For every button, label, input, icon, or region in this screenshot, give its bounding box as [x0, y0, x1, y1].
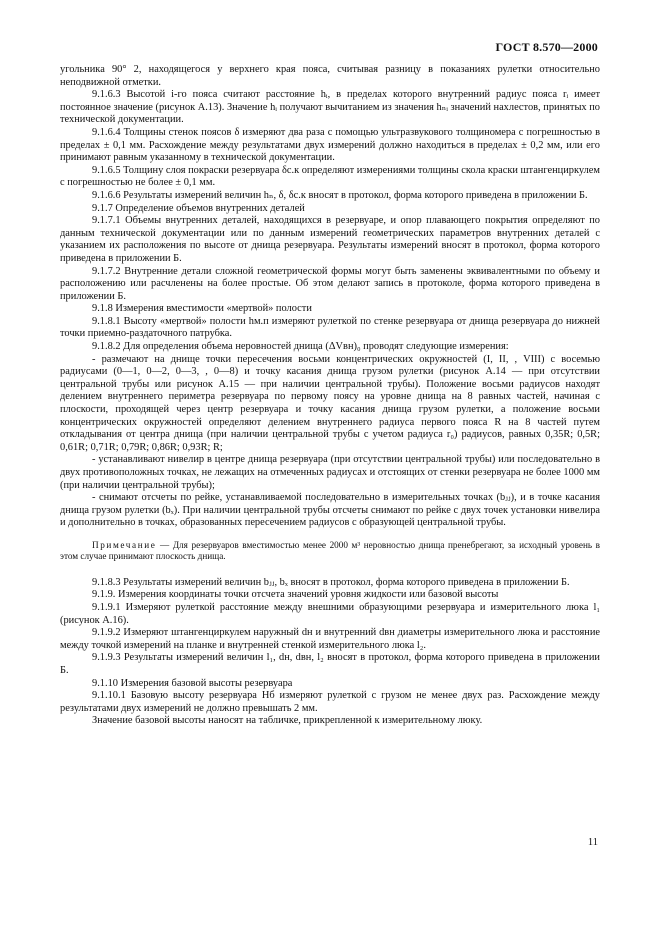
note-text: — Для резервуаров вместимостью менее 2000 м³ неровностью днища пренебрегают, за исходный уровень в этом случае принимают плоскость днища.: [60, 539, 601, 562]
paragraph: 9.1.6.3 Высотой i-го пояса считают расстояние hᵢ, в пределах которого внутренний радиус пояса rᵢ имеет постоянное значение (рисунок А.13). Значение hᵢ получают вычитанием из значения hₙᵢ значений нахлестов, принятых по технической документации.: [60, 89, 600, 126]
paragraph: 9.1.9.2 Измеряют штангенциркулем наружный dн и внутренний dвн диаметры измерительного люка и расстояние между точкой измерений на планке и внутренней стенкой измерительного люка l₂.: [60, 627, 600, 651]
section-heading: 9.1.10 Измерения базовой высоты резервуара: [92, 677, 293, 689]
paragraph: 9.1.7.1 Объемы внутренних деталей, находящихся в резервуаре, и опор плавающего покрытия определяют по данным технической документации или по данным измерений геометрических параметров внутренних деталей с указанием их расположения по высоте от днища резервуара. Результаты измерений вносят в протокол, форма которого приведена в приложении Б.: [60, 215, 600, 264]
paragraph: 9.1.8.1 Высоту «мертвой» полости hм.п измеряют рулеткой по стенке резервуара от днища резервуара до нижней точки приемно-раздаточного патрубка.: [60, 315, 600, 340]
paragraph: 9.1.9.1 Измеряют рулеткой расстояние между внешними образующими резервуара и измерительного люка l₁ (рисунок А.16).: [60, 601, 600, 626]
note: [60, 540, 600, 563]
paragraph: 9.1.9.3 Результаты измерений величин l₁, dн, dвн, l₂ вносят в протокол, форма которого приведена в приложении Б.: [60, 652, 600, 676]
paragraph: 9.1.8.3 Результаты измерений величин bⱼⱼ, bₓ вносят в протокол, форма которого приведена в приложении Б.: [92, 576, 570, 588]
paragraph: 9.1.6.4 Толщины стенок поясов δ измеряют два раза с помощью ультразвукового толщиномера с погрешностью в пределах ± 0,1 мм. Расхождение между результатами двух измерений должно находиться в пределах ± 0,2 мм, или его принимают равным указанному в технической документации.: [60, 126, 600, 164]
section-heading: 9.1.8 Измерения вместимости «мертвой» полости: [92, 303, 312, 315]
paragraph: 9.1.8.2 Для определения объема неровностей днища (ΔVвн)₀ проводят следующие измерения:: [92, 341, 509, 353]
list-item: - размечают на днище точки пересечения восьми концентрических окружностей (I, II, , VIII) с восемью радиусами (0—1, 0—2, 0—3, , 0—8) и точку касания днища грузом рулетки (рисунок А.14 — при отсутствии центральной трубы или рисунок А.15 — при наличии центральной трубы). Положение восьми радиусов находят делением внутреннего периметра резервуара по первому поясу на уровне днища на 8 равных частей, начиная с плоскости, проходящей через центр резервуара и точку касания днища грузом рулетки, а положение восьми концентрических окружностей определяют делением внутреннего радиуса первого пояса R на 8 частей путем откладывания от центра днища (при наличии центральной трубы с учетом радиуса r₀) радиусов, равных 0,35R; 0,5R; 0,61R; 0,71R; 0,79R; 0,86R; 0,93R; R;: [60, 353, 600, 453]
paragraph: 9.1.7.2 Внутренние детали сложной геометрической формы могут быть заменены эквивалентными по объему и расположению или расчленены на более простые. Об этом делают запись в протоколе, форма которого приведена в приложении Б.: [60, 265, 600, 302]
paragraph: угольника 90° 2, находящегося у верхнего края пояса, считывая разницу в показаниях рулетки относительно неподвижной отметки.: [60, 64, 600, 88]
section-heading: 9.1.7 Определение объемов внутренних деталей: [92, 202, 305, 214]
standard-header: ГОСТ 8.570—2000: [495, 40, 598, 54]
paragraph: Значение базовой высоты наносят на табличке, прикрепленной к измерительному люку.: [92, 715, 483, 727]
paragraph: 9.1.10.1 Базовую высоту резервуара Hб измеряют рулеткой с грузом не менее двух раз. Расхождение между результатами двух измерений не должно превышать 2 мм.: [60, 690, 600, 714]
list-item: - устанавливают нивелир в центре днища резервуара (при отсутствии центральной трубы) или последовательно в двух противоположных точках, не лежащих на отмеченных радиусах и отстоящих от стенки резервуара не более 1000 мм (при наличии центральной трубы);: [60, 454, 600, 491]
paragraph: 9.1.6.6 Результаты измерений величин hₙ, δ, δс.к вносят в протокол, форма которого приведена в приложении Б.: [92, 189, 588, 201]
document-body: [60, 64, 600, 728]
page-number: 11: [587, 837, 598, 848]
section-heading: 9.1.9. Измерения координаты точки отсчета значений уровня жидкости или базовой высоты: [92, 589, 499, 601]
list-item: - снимают отсчеты по рейке, устанавливаемой последовательно в измерительных точках (bⱼⱼ), и в точке касания днища грузом рулетки (bₓ). При наличии центральной трубы отсчеты снимают по рейке с двух точек установки нивелира и дополнительно в точках, образованных пересечением радиусов с образующей центральной трубы.: [60, 492, 600, 529]
paragraph: 9.1.6.5 Толщину слоя покраски резервуара δс.к определяют измерениями толщины скола краски штангенциркулем с погрешностью не более ± 0,1 мм.: [60, 164, 600, 189]
note-label: Примечание: [92, 539, 157, 550]
